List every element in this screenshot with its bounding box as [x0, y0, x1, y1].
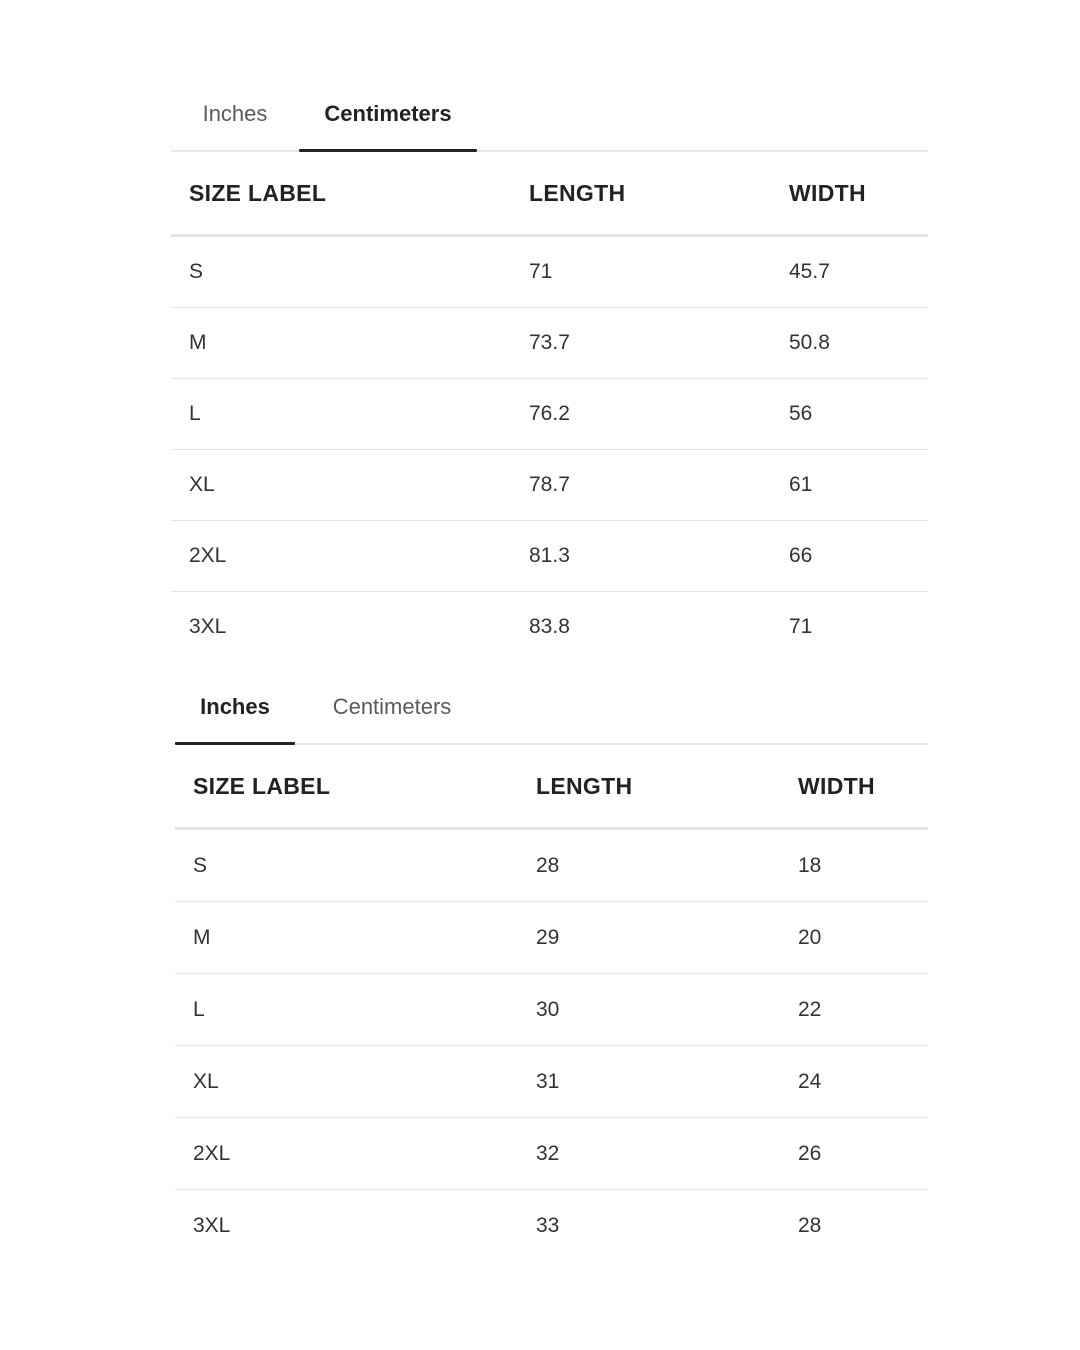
cell-length: 71	[511, 236, 771, 308]
table-row	[171, 308, 928, 379]
tab-centimeters[interactable]: Centimeters	[332, 694, 452, 719]
cell-length: 31	[518, 1046, 780, 1118]
table-row	[175, 1190, 928, 1262]
cell-length: 73.7	[511, 308, 771, 379]
cell-width: 61	[771, 450, 928, 521]
cell-length: 81.3	[511, 521, 771, 592]
cell-size: 3XL	[189, 615, 227, 638]
cell-size: M	[175, 902, 518, 974]
table-row	[171, 379, 928, 450]
table-row	[171, 521, 928, 592]
cell-size: L	[175, 974, 518, 1046]
table-header-row	[175, 745, 928, 829]
tab-inches[interactable]: Inches	[202, 101, 268, 126]
header-width: WIDTH	[771, 152, 928, 236]
cell-width: 26	[780, 1118, 928, 1190]
table-row	[175, 974, 928, 1046]
cell-width: 45.7	[771, 236, 928, 308]
size-chart-centimeters	[171, 84, 928, 662]
cell-length: 76.2	[511, 379, 771, 450]
tab-inches[interactable]: Inches	[175, 677, 295, 743]
cell-width: 28	[798, 1213, 822, 1237]
cell-width: 22	[780, 974, 928, 1046]
table-row	[175, 1118, 928, 1190]
table-row	[175, 829, 928, 902]
cell-width: 18	[780, 829, 928, 902]
header-size-label: SIZE LABEL	[175, 745, 518, 829]
cell-width: 20	[780, 902, 928, 974]
cell-width: 50.8	[771, 308, 928, 379]
cell-length: 30	[518, 974, 780, 1046]
cell-size: XL	[171, 450, 511, 521]
table-row	[171, 236, 928, 308]
cell-size: S	[175, 829, 518, 902]
cell-size: 2XL	[175, 1118, 518, 1190]
header-width: WIDTH	[780, 745, 928, 829]
cell-width: 56	[771, 379, 928, 450]
cell-length: 33	[536, 1213, 560, 1237]
tab-centimeters[interactable]: Centimeters	[299, 84, 477, 150]
table-row	[171, 450, 928, 521]
cell-size: 3XL	[193, 1213, 231, 1237]
cell-size: M	[171, 308, 511, 379]
table-row	[175, 902, 928, 974]
size-table	[175, 745, 928, 1261]
cell-width: 71	[789, 615, 813, 638]
cell-width: 66	[771, 521, 928, 592]
table-row	[175, 1046, 928, 1118]
cell-size: 2XL	[171, 521, 511, 592]
header-length: LENGTH	[511, 152, 771, 236]
size-table	[171, 152, 928, 662]
size-chart-inches	[175, 677, 928, 1261]
cell-width: 24	[780, 1046, 928, 1118]
cell-length: 83.8	[529, 615, 570, 638]
cell-size: S	[171, 236, 511, 308]
cell-length: 32	[518, 1118, 780, 1190]
header-length: LENGTH	[518, 745, 780, 829]
table-header-row	[171, 152, 928, 236]
cell-length: 78.7	[511, 450, 771, 521]
table-row	[171, 592, 928, 663]
cell-length: 28	[518, 829, 780, 902]
cell-size: XL	[175, 1046, 518, 1118]
unit-tabs	[175, 677, 928, 745]
cell-size: L	[171, 379, 511, 450]
unit-tabs	[171, 84, 928, 152]
cell-length: 29	[518, 902, 780, 974]
header-size-label: SIZE LABEL	[171, 152, 511, 236]
